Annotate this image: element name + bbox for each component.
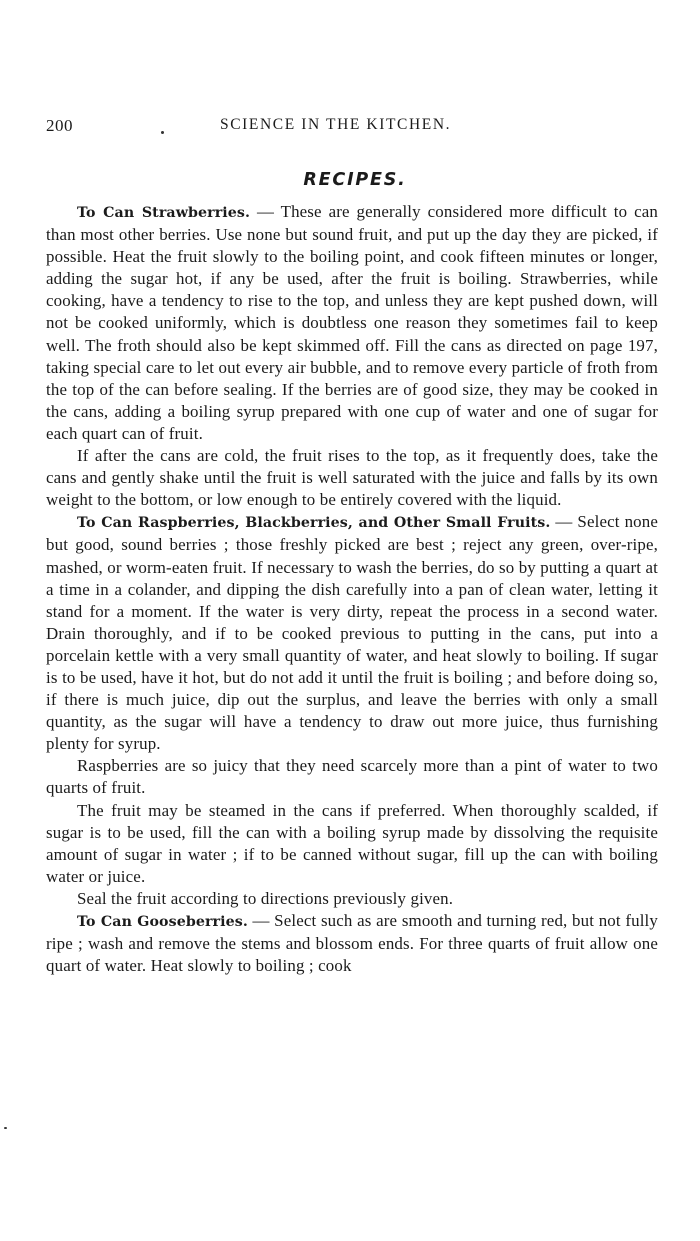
- running-head: [46, 116, 658, 140]
- paragraph-steamed: [46, 800, 658, 888]
- paragraph-raspberries: [46, 511, 658, 755]
- page-number: 200: [46, 116, 73, 135]
- paragraph-text: — Select such as are smooth and turning red, but not fully ripe ; wash and remove the stems and blossom ends. For three quarts of fruit allow one quart of water. Heat slowly to boiling ; cook: [46, 911, 658, 976]
- paragraph-raspberries-juicy: [46, 755, 658, 799]
- paragraph-gooseberries: [46, 910, 658, 977]
- section-heading: RECIPES.: [303, 170, 407, 190]
- paragraph-strawberries: [46, 201, 658, 445]
- paragraph-text: — Select none but good, sound berries ; those freshly picked are best ; reject any green, over-ripe, mashed, or worm-eaten fruit. If necessary to wash the berries, do so by putting a quart at a time in a colander, and dipping the dish carefully into a pan of clean water, letting it stand for a moment. If the water is very dirty, repeat the process in a second water. Drain thoroughly, and if to be cooked previous to putting in the cans, put into a porcelain kettle with a very small quantity of water, and heat slowly to boiling. If sugar is to be used, have it hot, but do not add it until the fruit is boiling ; and before doing so, if there is much juice, dip out the surplus, and leave the berries with only a small quantity, as the sugar will have a tendency to draw out more juice, thus furnishing plenty for syrup.: [46, 512, 658, 754]
- paragraph-text: Seal the fruit according to directions previously given.: [77, 888, 454, 908]
- recipe-title: To Can Strawberries.: [77, 205, 251, 221]
- body-text: [46, 201, 658, 977]
- paragraph-text: If after the cans are cold, the fruit rises to the top, as it frequently does, take the cans and gently shake until the fruit is well saturated with the juice and falls by its own weight to the bottom, or low enough to be entirely covered with the liquid.: [46, 446, 658, 510]
- paragraph-seal: [46, 888, 658, 910]
- ink-speck: [161, 131, 164, 134]
- paragraph-text: — These are generally considered more difficult to can than most other berries. Use none but sound fruit, and put up the day they are picked, if possible. Heat the fruit slowly to the boiling point, and cook fifteen minutes or longer, adding the sugar hot, if any be used, after the fruit is boiling. Strawberries, while cooking, have a tendency to rise to the top, and unless they are kept pushed down, will not be cooked uniformly, which is doubtless one reason they sometimes fail to keep well. The froth should also be kept skimmed off. Fill the cans as directed on page 197, taking special care to let out every air bubble, and to remove every particle of froth from the top of the can before sealing. If the berries are of good size, they may be cooked in the cans, adding a boiling syrup prepared with one cup of water and one of sugar for each quart can of fruit.: [46, 202, 659, 443]
- recipe-title: To Can Gooseberries.: [77, 914, 248, 930]
- paragraph-strawberries-cold: [46, 445, 658, 511]
- running-title: SCIENCE IN THE KITCHEN.: [220, 116, 452, 133]
- paragraph-text: The fruit may be steamed in the cans if preferred. When thoroughly scalded, if sugar is to be used, fill the can with a boiling syrup made by dissolving the requisite amount of sugar in water ; if to be canned without sugar, fill up the can with boiling water or juice.: [46, 800, 658, 886]
- ink-speck: [4, 1127, 7, 1129]
- paragraph-text: Raspberries are so juicy that they need scarcely more than a pint of water to two quarts of fruit.: [46, 756, 658, 798]
- recipe-title: To Can Raspberries, Blackberries, and Other Small Fruits.: [77, 515, 551, 532]
